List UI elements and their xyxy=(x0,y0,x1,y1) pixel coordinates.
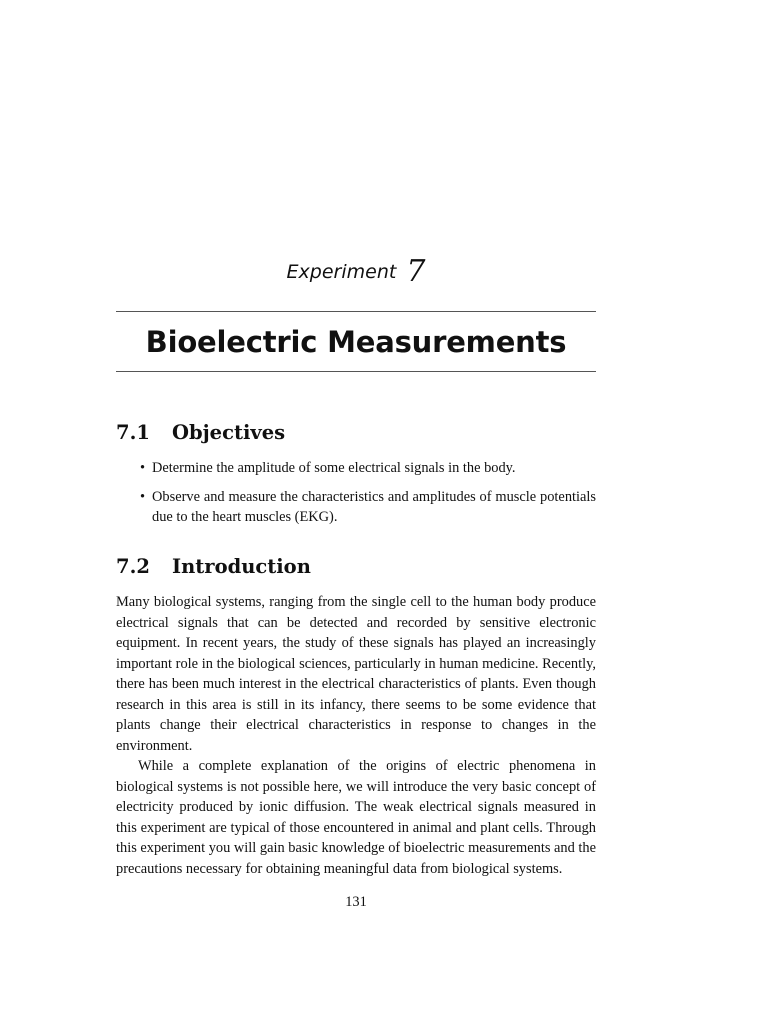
chapter-label-text: Experiment xyxy=(286,261,397,283)
section-heading-objectives xyxy=(116,420,285,446)
list-item-text: Determine the amplitude of some electrical signals in the body. xyxy=(152,460,516,476)
section-number: 7.1 xyxy=(116,421,150,444)
chapter-title: Bioelectric Measurements xyxy=(145,325,567,359)
chapter-number: 7 xyxy=(406,254,426,289)
section-title: Introduction xyxy=(172,555,311,578)
chapter-label xyxy=(116,252,596,292)
objectives-list xyxy=(116,458,596,536)
document-page xyxy=(116,0,596,1024)
list-item-text: Observe and measure the characteristics and amplitudes of muscle potentials due to the heart muscles (EKG). xyxy=(152,488,596,525)
bullet-icon: • xyxy=(140,488,146,505)
title-rule-bottom xyxy=(116,371,596,372)
section-number: 7.2 xyxy=(116,555,150,578)
paragraph: Many biological systems, ranging from the single cell to the human body produce electrical signals that can be detected and recorded by sensitive electronic equipment. In recent years, the study of these signals has played an increasingly important role in the biological sciences, particularly in human medicine. Recently, there has been much interest in the electrical characteristics of plants. Even though research in this area is still in its infancy, there seems to be some evidence that plants change their electrical characteristics in response to changes in the environment. xyxy=(116,594,596,754)
section-title: Objectives xyxy=(172,421,286,444)
title-rule-top xyxy=(116,311,596,312)
section-heading-introduction xyxy=(116,554,311,580)
paragraph: While a complete explanation of the origins of electric phenomena in biological systems is not possible here, we will introduce the very basic concept of electricity produced by ionic diffusion. The weak electrical signals measured in this experiment are typical of those encountered in animal and plant cells. Through this experiment you will gain basic knowledge of bioelectric measurements and the precautions necessary for obtaining meaningful data from biological systems. xyxy=(116,758,596,877)
bullet-icon: • xyxy=(140,460,146,476)
page-number: 131 xyxy=(345,894,367,910)
list-item xyxy=(116,458,596,479)
list-item xyxy=(116,487,596,528)
introduction-body xyxy=(116,592,596,879)
